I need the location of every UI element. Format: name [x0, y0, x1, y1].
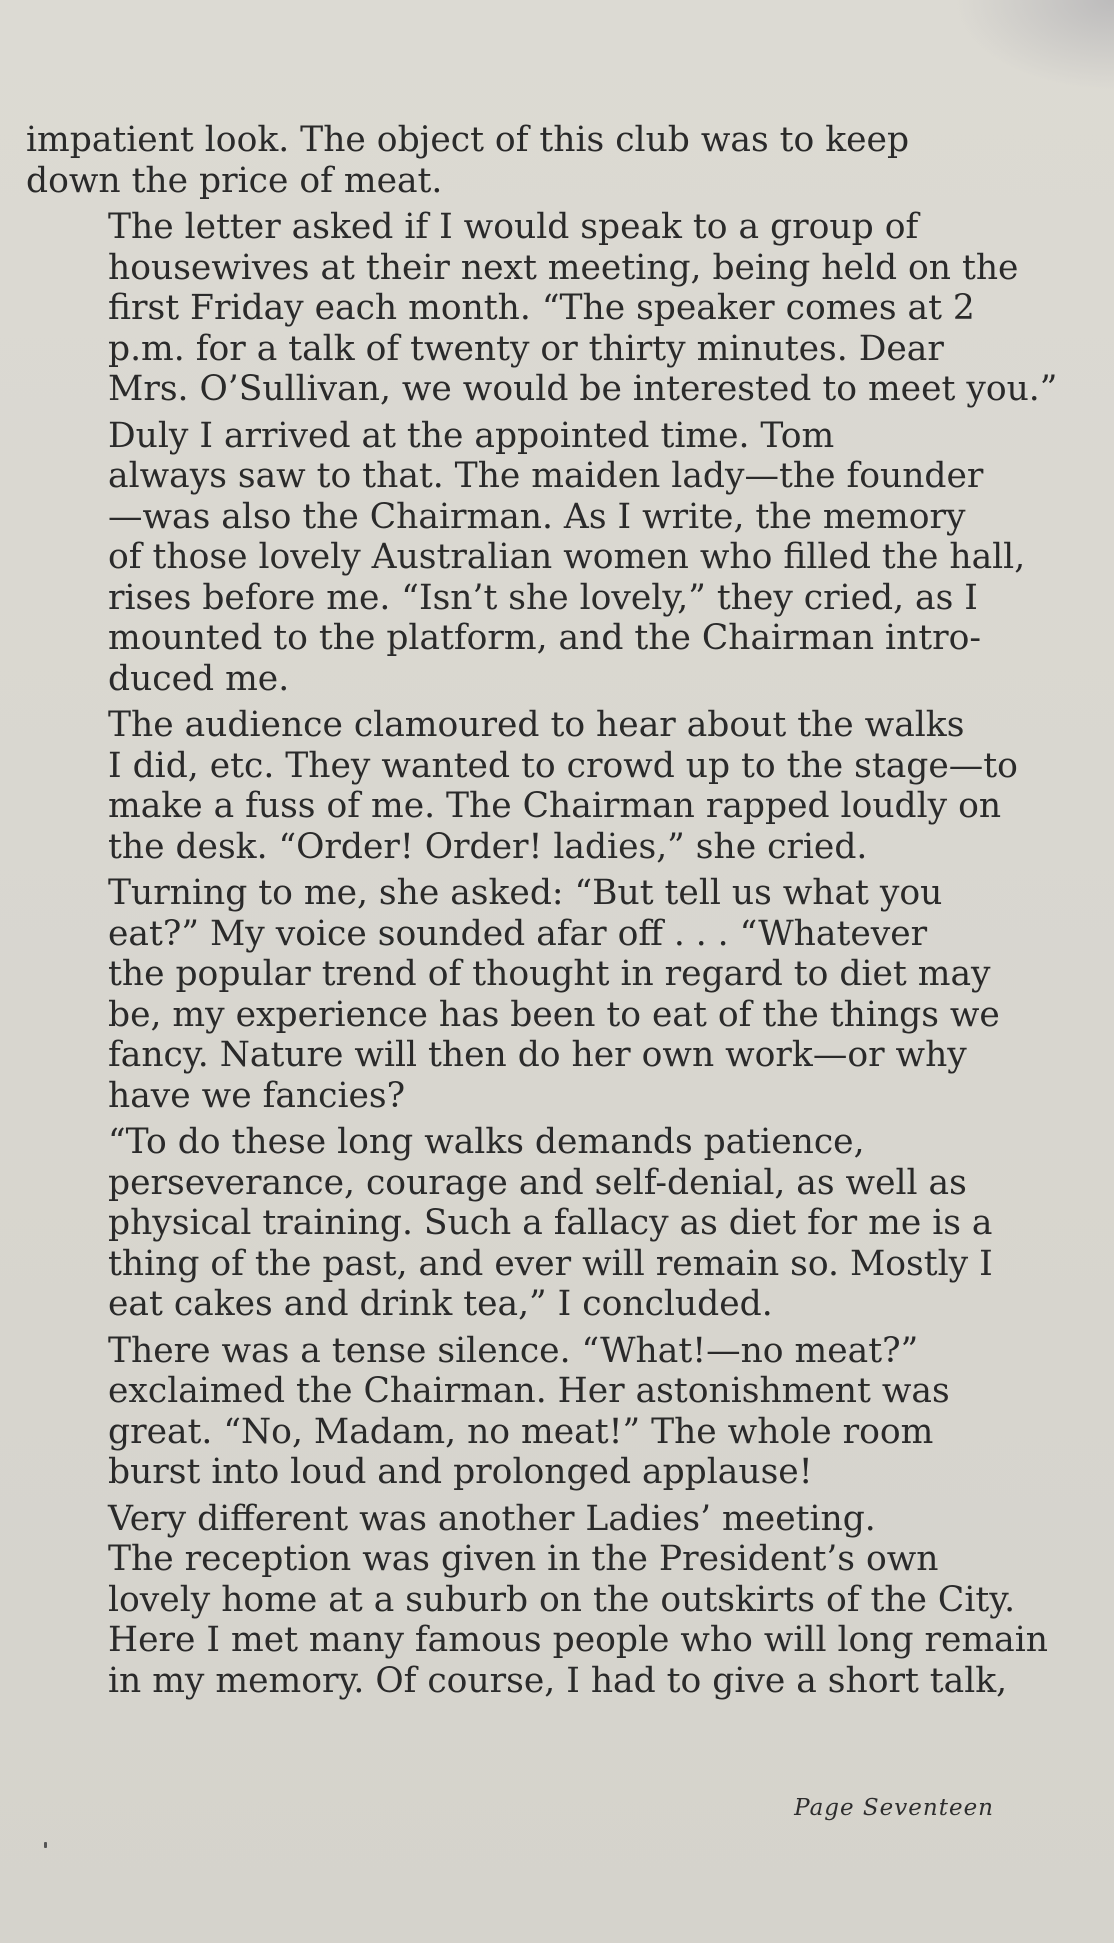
text-line: p.m. for a talk of twenty or thirty minutes. Dear — [108, 328, 944, 369]
text-line: impatient look. The object of this club was to keep — [26, 120, 910, 160]
text-line: —was also the Chairman. As I write, the memory — [108, 496, 966, 537]
text-line: “To do these long walks demands patience, — [108, 1122, 865, 1162]
text-line: eat cakes and drink tea,” I concluded. — [108, 1284, 773, 1324]
text-line: be, my experience has been to eat of the things we — [108, 994, 1000, 1035]
paragraph — [26, 1498, 1048, 1702]
page-number-footer: Page Seventeen — [794, 1795, 994, 1821]
text-line: the popular trend of thought in regard to diet may — [108, 954, 991, 994]
text-line: make a fuss of me. The Chairman rapped loudly on — [108, 786, 1002, 826]
text-line: great. “No, Madam, no meat!” The whole room — [108, 1411, 934, 1452]
text-line: the desk. “Order! Order! ladies,” she cried. — [108, 826, 868, 867]
text-line: have we fancies? — [108, 1075, 406, 1116]
text-line: in my memory. Of course, I had to give a short talk, — [108, 1660, 1008, 1701]
body-text — [26, 120, 1058, 1707]
paragraph — [26, 1122, 1014, 1325]
text-line: always saw to that. The maiden lady—the founder — [108, 456, 984, 496]
paragraph — [26, 705, 1018, 867]
text-line: Turning to me, she asked: “But tell us what you — [108, 873, 943, 913]
text-line: Mrs. O’Sullivan, we would be interested to meet you.” — [108, 369, 1058, 409]
paragraph — [26, 120, 1014, 201]
text-line: The letter asked if I would speak to a group of — [108, 207, 919, 247]
text-line: duced me. — [108, 658, 290, 699]
print-speck — [44, 1842, 47, 1848]
paragraph — [26, 207, 1058, 410]
text-line: of those lovely Australian women who filled the hall, — [108, 537, 1026, 577]
text-line: lovely home at a suburb on the outskirts of the City. — [108, 1579, 1016, 1620]
text-line: thing of the past, and ever will remain so. Mostly I — [108, 1243, 993, 1284]
text-line: physical training. Such a fallacy as diet for me is a — [108, 1203, 993, 1243]
paragraph — [26, 873, 1014, 1116]
text-line: The audience clamoured to hear about the walks — [108, 705, 965, 745]
text-line: There was a tense silence. “What!—no meat?” — [108, 1330, 919, 1371]
text-line: Here I met many famous people who will long remain — [108, 1620, 1048, 1660]
text-line: exclaimed the Chairman. Her astonishment was — [108, 1371, 950, 1411]
text-line: I did, etc. They wanted to crowd up to the stage—to — [108, 745, 1018, 786]
text-line: rises before me. “Isn’t she lovely,” they cried, as I — [108, 577, 978, 618]
paragraph — [26, 415, 1026, 700]
text-line: mounted to the platform, and the Chairman intro- — [108, 618, 982, 658]
text-line: burst into loud and prolonged applause! — [108, 1452, 813, 1492]
text-line: perseverance, courage and self-denial, as well as — [108, 1162, 967, 1203]
paragraph — [26, 1331, 1014, 1493]
text-line: The reception was given in the President’s own — [108, 1539, 939, 1579]
text-line: eat?” My voice sounded afar off . . . “Whatever — [108, 913, 928, 954]
text-line: first Friday each month. “The speaker comes at 2 — [108, 288, 975, 328]
text-line: housewives at their next meeting, being held on the — [108, 247, 1019, 288]
text-line: down the price of meat. — [26, 160, 443, 201]
text-line: Very different was another Ladies’ meeting. — [108, 1498, 876, 1539]
text-line: Duly I arrived at the appointed time. Tom — [108, 415, 835, 456]
text-line: fancy. Nature will then do her own work—or why — [108, 1035, 967, 1075]
